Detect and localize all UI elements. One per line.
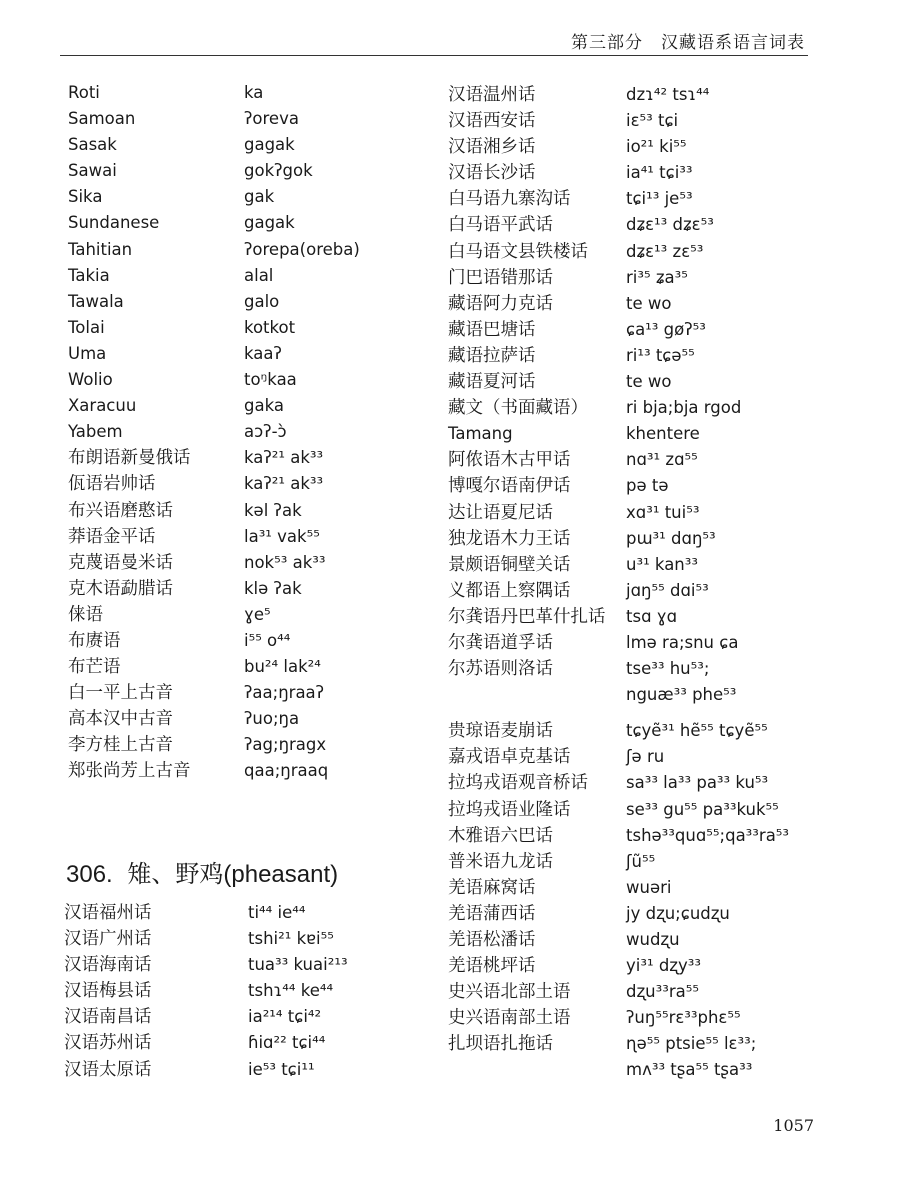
entry-row [448, 160, 848, 186]
entry-row [68, 184, 428, 210]
word-form: ri bja;bja rgod [626, 398, 742, 418]
entry-row [68, 498, 428, 524]
word-form: ʔorepa(oreba) [244, 239, 360, 259]
entry-row [68, 758, 428, 784]
entry-row [68, 524, 428, 550]
entry-row [448, 265, 848, 291]
entry-row [68, 654, 428, 680]
word-form: ia²¹⁴ tɕi⁴² [248, 1007, 322, 1027]
language-name: 克蔑语曼米话 [68, 552, 173, 573]
entry-row [448, 1057, 848, 1083]
language-name: 藏文（书面藏语） [448, 398, 588, 419]
entry-row [448, 369, 848, 395]
language-name: 郑张尚芳上古音 [68, 761, 191, 782]
entry-row [448, 291, 848, 317]
entry-row [64, 900, 424, 926]
word-form: ʔuŋ⁵⁵rɛ³³phɛ⁵⁵ [626, 1008, 741, 1028]
word-form: kaaʔ [244, 343, 282, 363]
language-name: 汉语苏州话 [64, 1033, 152, 1054]
language-name: 李方桂上古音 [68, 735, 173, 756]
right-column [448, 82, 848, 1084]
word-form: ri¹³ tɕə⁵⁵ [626, 345, 695, 365]
language-name: 汉语长沙话 [448, 163, 536, 184]
entry-row [448, 82, 848, 108]
running-header: 第三部分 汉藏语系语言词表 [571, 33, 805, 53]
entry-row [448, 447, 848, 473]
entry-row [68, 393, 428, 419]
word-form: ɕa¹³ gøʔ⁵³ [626, 319, 706, 339]
word-form: aɔʔ-ɔ̀ [244, 422, 287, 442]
language-name: Tamang [448, 424, 513, 444]
word-form: tɕyẽ³¹ hẽ⁵⁵ tɕyẽ⁵⁵ [626, 721, 768, 741]
word-form: i⁵⁵ o⁴⁴ [244, 630, 291, 650]
entry-row [448, 1031, 848, 1057]
entry-row [68, 210, 428, 236]
word-form: te wo [626, 372, 672, 392]
language-name: 阿侬语木古甲话 [448, 450, 571, 471]
language-name: 白马语文县铁楼话 [448, 241, 588, 262]
entry-row [448, 239, 848, 265]
entry-row [64, 926, 424, 952]
entry-row [68, 576, 428, 602]
word-form: ia⁴¹ tɕi³³ [626, 163, 693, 183]
entry-row [68, 602, 428, 628]
language-name: 汉语南昌话 [64, 1007, 152, 1028]
entry-row [64, 952, 424, 978]
word-form: nok⁵³ ak³³ [244, 552, 326, 572]
language-name: 嘉戎语卓克基话 [448, 747, 571, 768]
language-name: 汉语广州话 [64, 929, 152, 950]
word-form: gaka [244, 396, 284, 416]
entry-row [68, 263, 428, 289]
word-form: tshə³³quɑ⁵⁵;qa³³ra⁵³ [626, 825, 790, 845]
entry-row [448, 744, 848, 770]
entry-row [448, 823, 848, 849]
language-name: 史兴语南部土语 [448, 1008, 571, 1029]
word-form: tua³³ kuai²¹³ [248, 955, 348, 975]
left-column [68, 80, 428, 785]
word-form: kotkot [244, 317, 296, 337]
word-form: qaa;ŋraaq [244, 761, 329, 781]
language-name: 羌语松潘话 [448, 930, 536, 950]
language-name: 木雅语六巴话 [448, 825, 553, 846]
language-name: 汉语海南话 [64, 955, 152, 976]
entry-row [64, 978, 424, 1004]
entry-row [448, 630, 848, 656]
word-form: ʃə ru [626, 747, 665, 767]
language-name: Tahitian [68, 239, 133, 259]
entry-row [448, 108, 848, 134]
entry-row [448, 421, 848, 447]
word-form: ɦiɑ²² tɕi⁴⁴ [248, 1033, 326, 1053]
entry-row [448, 552, 848, 578]
word-form: wuəri [626, 877, 672, 897]
word-form: ti⁴⁴ ie⁴⁴ [248, 903, 306, 922]
header-rule [60, 55, 808, 78]
word-form: te wo [626, 293, 672, 313]
language-name: 汉语太原话 [64, 1059, 152, 1080]
right-column-group-a [448, 82, 848, 708]
word-form: ɳə⁵⁵ ptsie⁵⁵ lɛ³³; [626, 1034, 757, 1054]
language-name: 白马语九寨沟话 [448, 189, 571, 210]
entry-row [448, 656, 848, 682]
word-form: u³¹ kan³³ [626, 554, 698, 574]
word-form: io²¹ ki⁵⁵ [626, 137, 687, 157]
language-name: Sawai [68, 161, 117, 181]
language-name: 布赓语 [68, 630, 121, 651]
language-name: Wolio [68, 370, 113, 390]
entry-row [448, 770, 848, 796]
entry-row [448, 212, 848, 238]
right-column-group-b [448, 718, 848, 1083]
language-name: 佤语岩帅话 [68, 474, 156, 495]
entry-row [68, 550, 428, 576]
language-name: Sika [68, 187, 103, 207]
word-form: ʔoreva [244, 109, 299, 129]
word-form: nguæ³³ phe⁵³ [626, 685, 737, 705]
language-name: 藏语巴塘话 [448, 319, 536, 340]
language-name: Roti [68, 83, 100, 102]
word-form: ka [244, 83, 264, 102]
entry-row [64, 1030, 424, 1056]
entry-row [68, 132, 428, 158]
word-form: gokʔgok [244, 161, 313, 181]
word-form: jy dʐu;ɕudʐu [626, 903, 730, 923]
entry-row [68, 315, 428, 341]
word-form: lmə ra;snu ɕa [626, 632, 739, 652]
language-name: Samoan [68, 109, 136, 129]
language-name: 贵琼语麦崩话 [448, 721, 553, 742]
language-name: 门巴语错那话 [448, 267, 553, 288]
language-name: 俫语 [68, 604, 103, 625]
word-form: tshɿ⁴⁴ ke⁴⁴ [248, 981, 334, 1001]
language-name: Uma [68, 343, 107, 363]
entry-row [448, 901, 848, 927]
word-form: iɛ⁵³ tɕi [626, 111, 679, 131]
language-name: 独龙语木力王话 [448, 528, 571, 549]
word-form: khentere [626, 424, 700, 444]
word-form: ʔag;ŋragx [244, 735, 327, 755]
word-form: sa³³ la³³ pa³³ ku⁵³ [626, 773, 769, 793]
language-name: 汉语福州话 [64, 903, 152, 923]
entry-row [68, 471, 428, 497]
entry-row [68, 80, 428, 106]
entry-row [448, 473, 848, 499]
word-form: alal [244, 265, 274, 285]
language-name: Takia [68, 265, 110, 285]
language-name: 高本汉中古音 [68, 709, 173, 730]
language-name: 藏语夏河话 [448, 372, 536, 393]
entry-row [68, 158, 428, 184]
language-name: Tawala [68, 291, 124, 311]
language-name: 尔龚语丹巴革什扎话 [448, 606, 606, 627]
entry-row [448, 604, 848, 630]
entry-row [448, 526, 848, 552]
language-name: 义都语上察隅话 [448, 580, 571, 601]
page-number: 1057 [773, 1116, 814, 1135]
word-form: wudʐu [626, 930, 680, 949]
entry-row [68, 419, 428, 445]
entry-row [448, 927, 848, 953]
language-name: 克木语勐腊话 [68, 578, 173, 599]
word-form: dʑɛ¹³ dʑɛ⁵³ [626, 215, 714, 235]
language-name: 布朗语新曼俄话 [68, 448, 191, 469]
word-form: tsɑ ɣɑ [626, 606, 678, 626]
entry-row [68, 628, 428, 654]
word-form: ʃũ⁵⁵ [626, 851, 656, 871]
word-form: ʔuo;ŋa [244, 709, 300, 729]
word-form: ri³⁵ ʑa³⁵ [626, 267, 688, 287]
language-name: 汉语西安话 [448, 111, 536, 132]
section-number: 306. [66, 861, 113, 888]
word-form: gagak [244, 213, 295, 233]
word-form: xɑ³¹ tui⁵³ [626, 502, 700, 522]
language-name: 史兴语北部土语 [448, 982, 571, 1003]
language-name: Sundanese [68, 213, 160, 233]
language-name: 尔苏语则洛话 [448, 659, 553, 680]
language-name: 羌语麻窝话 [448, 877, 536, 898]
language-name: 羌语桃坪话 [448, 956, 536, 977]
word-form: kaʔ²¹ ak³³ [244, 448, 324, 468]
word-form: gagak [244, 135, 295, 155]
entry-row [68, 732, 428, 758]
entry-row [448, 134, 848, 160]
entry-row [448, 682, 848, 708]
entry-row [64, 1004, 424, 1030]
entry-row [68, 289, 428, 315]
language-name: 莽语金平话 [68, 526, 156, 547]
entry-row [448, 500, 848, 526]
entry-row [448, 395, 848, 421]
language-name: 拉坞戎语观音桥话 [448, 773, 588, 794]
word-form: la³¹ vak⁵⁵ [244, 526, 320, 546]
entry-row [68, 106, 428, 132]
word-form: mʌ³³ tʂa⁵⁵ tʂa³³ [626, 1060, 753, 1080]
word-form: kəl ʔak [244, 500, 302, 520]
word-form: jɑŋ⁵⁵ dɑi⁵³ [626, 580, 709, 600]
language-name: 汉语梅县话 [64, 981, 152, 1002]
entry-row [68, 237, 428, 263]
entry-row [68, 680, 428, 706]
word-form: bu²⁴ lak²⁴ [244, 657, 321, 677]
entry-row [448, 718, 848, 744]
language-name: Yabem [68, 422, 123, 442]
section-column [64, 900, 424, 1083]
language-name: 布芒语 [68, 657, 121, 678]
entry-row [68, 367, 428, 393]
word-form: gak [244, 187, 275, 207]
entry-row [68, 341, 428, 367]
entry-row [448, 186, 848, 212]
entry-row [64, 1057, 424, 1083]
entry-row [448, 317, 848, 343]
entry-row [68, 706, 428, 732]
language-name: 景颇语铜壁关话 [448, 554, 571, 575]
word-form: tɕi¹³ je⁵³ [626, 189, 693, 209]
word-form: pɯ³¹ dɑŋ⁵³ [626, 528, 716, 548]
language-name: 汉语湘乡话 [448, 137, 536, 158]
entry-row [448, 953, 848, 979]
section-heading [66, 854, 338, 889]
language-name: Tolai [68, 317, 105, 337]
language-name: 拉坞戎语业隆话 [448, 799, 571, 820]
word-form: tse³³ hu⁵³; [626, 659, 710, 679]
word-form: pə tə [626, 476, 669, 496]
entry-row [448, 1005, 848, 1031]
word-form: ie⁵³ tɕi¹¹ [248, 1059, 315, 1079]
language-name: Sasak [68, 135, 117, 155]
entry-row [68, 445, 428, 471]
language-name: 普米语九龙话 [448, 851, 553, 872]
entry-row [448, 849, 848, 875]
word-form: ʔaa;ŋraaʔ [244, 683, 325, 703]
word-form: kaʔ²¹ ak³³ [244, 474, 324, 494]
word-form: toᵑkaa [244, 370, 297, 390]
language-name: 博嘎尔语南伊话 [448, 476, 571, 497]
language-name: 达让语夏尼话 [448, 502, 553, 523]
language-name: 羌语蒲西话 [448, 903, 536, 924]
entry-row [448, 875, 848, 901]
language-name: 白一平上古音 [68, 683, 173, 704]
word-form: dzɿ⁴² tsɿ⁴⁴ [626, 85, 710, 104]
entry-row [448, 979, 848, 1005]
word-form: dʐu³³ra⁵⁵ [626, 982, 699, 1002]
group-gap [448, 708, 848, 718]
section-title: 雉、野鸡(pheasant) [127, 861, 339, 888]
word-form: dʑɛ¹³ zɛ⁵³ [626, 241, 704, 261]
entry-row [448, 797, 848, 823]
word-form: se³³ gu⁵⁵ pa³³kuk⁵⁵ [626, 799, 779, 819]
language-name: 尔龚语道孚话 [448, 632, 553, 653]
language-name: 白马语平武话 [448, 215, 553, 236]
word-form: galo [244, 291, 280, 311]
word-form: klə ʔak [244, 578, 302, 598]
word-form: yi³¹ dʐy³³ [626, 956, 701, 976]
entry-row [448, 343, 848, 369]
word-form: tshi²¹ kɐi⁵⁵ [248, 929, 334, 949]
entry-row [448, 578, 848, 604]
word-form: nɑ³¹ zɑ⁵⁵ [626, 450, 698, 470]
language-name: 藏语阿力克话 [448, 293, 553, 314]
language-name: 藏语拉萨话 [448, 345, 536, 366]
language-name: 扎坝语扎拖话 [448, 1034, 553, 1055]
language-name: Xaracuu [68, 396, 137, 416]
language-name: 汉语温州话 [448, 85, 536, 105]
language-name: 布兴语磨憨话 [68, 500, 173, 521]
word-form: ɣe⁵ [244, 604, 271, 624]
